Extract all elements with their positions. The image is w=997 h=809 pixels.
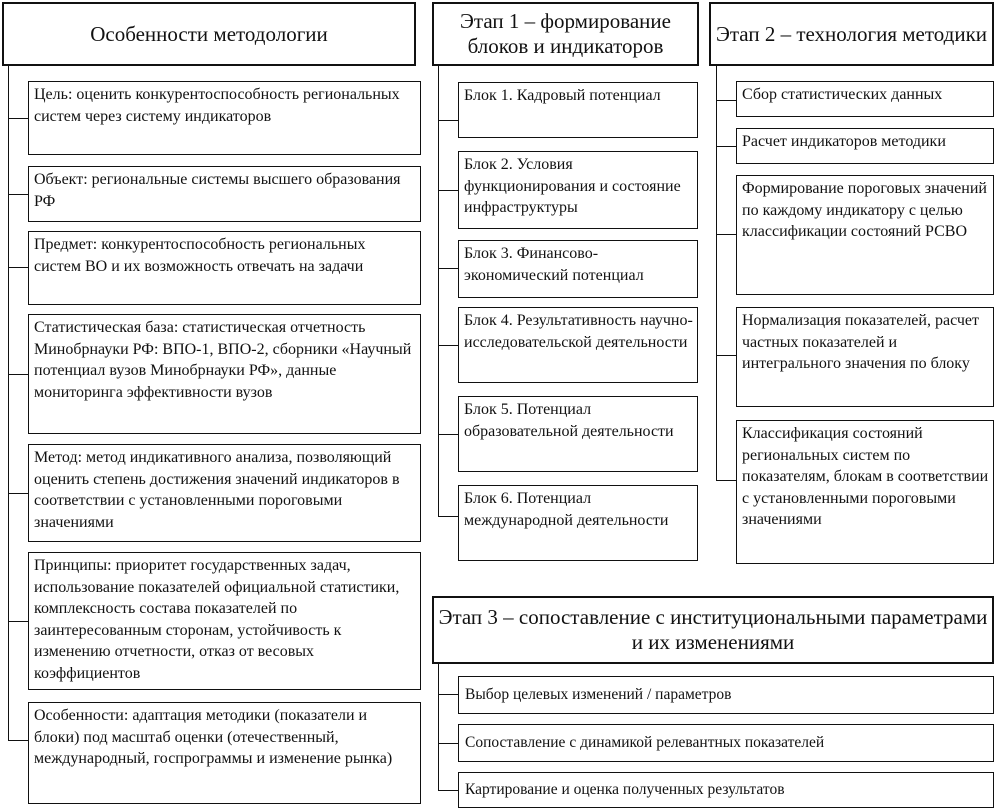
stage1-connector-trunk bbox=[438, 66, 439, 516]
methodology-connector bbox=[8, 194, 28, 195]
stage2-header bbox=[709, 2, 994, 66]
methodology-item-goal: Цель: оценить конкурентоспособность региональных систем через систему индикаторов bbox=[28, 81, 421, 155]
stage1-block-3: Блок 3. Финансово-экономический потенциал bbox=[458, 240, 698, 298]
methodology-item-principles: Принципы: приоритет государственных задач, использование показателей официальной статистики, комплексность состава показателей по заинтересованным сторонам, устойчивость к изменению отчетности, отказ от весовых коэффициентов bbox=[28, 552, 421, 690]
stage1-header-label: Этап 1 – формирование блоков и индикаторов bbox=[460, 9, 671, 58]
stage1-block-6: Блок 6. Потенциал международной деятельности bbox=[458, 485, 698, 561]
methodology-item-object: Объект: региональные системы высшего образования РФ bbox=[28, 166, 421, 222]
methodology-connector bbox=[8, 740, 28, 741]
stage3-step-mapping: Картирование и оценка полученных результатов bbox=[458, 772, 994, 808]
methodology-connector bbox=[8, 267, 28, 268]
stage1-connector bbox=[438, 516, 458, 517]
stage1-block-2: Блок 2. Условия функционирования и состояние инфраструктуры bbox=[458, 151, 698, 229]
stage1-block-1: Блок 1. Кадровый потенциал bbox=[458, 82, 698, 138]
methodology-connector bbox=[8, 621, 28, 622]
stage3-header bbox=[432, 596, 994, 664]
stage2-step-indicators: Расчет индикаторов методики bbox=[736, 128, 994, 164]
methodology-item-subject: Предмет: конкурентоспособность региональных систем ВО и их возможность отвечать на задачи bbox=[28, 231, 421, 305]
methodology-connector bbox=[8, 493, 28, 494]
stage2-connector bbox=[716, 480, 736, 481]
stage3-connector bbox=[438, 790, 458, 791]
stage2-connector bbox=[716, 355, 736, 356]
stage1-header bbox=[432, 2, 699, 66]
stage3-step-dynamics-comparison: Сопоставление с динамикой релевантных показателей bbox=[458, 724, 994, 762]
stage3-step-target-changes: Выбор целевых изменений / параметров bbox=[458, 676, 994, 714]
methodology-header bbox=[2, 2, 416, 66]
stage2-header-label: Этап 2 – технология методики bbox=[715, 21, 988, 46]
methodology-connector bbox=[8, 374, 28, 375]
methodology-item-statistical-base: Статистическая база: статистическая отчетность Минобрнауки РФ: ВПО-1, ВПО-2, сборники «Научный потенциал вузов Минобрнауки РФ», данные мониторинга эффективности вузов bbox=[28, 314, 421, 434]
stage1-connector bbox=[438, 120, 458, 121]
stage1-connector bbox=[438, 434, 458, 435]
methodology-connector bbox=[8, 118, 28, 119]
stage3-header-label: Этап 3 – сопоставление с институциональными параметрами и их изменениями bbox=[438, 605, 988, 654]
stage3-connector-trunk bbox=[438, 664, 439, 790]
methodology-item-features: Особенности: адаптация методики (показатели и блоки) под масштаб оценки (отечественный, международный, госпрограммы и изменение рынка) bbox=[28, 702, 421, 804]
stage1-connector bbox=[438, 345, 458, 346]
methodology-header-label: Особенности методологии bbox=[90, 21, 328, 46]
stage2-step-data-collection: Сбор статистических данных bbox=[736, 81, 994, 117]
stage1-block-5: Блок 5. Потенциал образовательной деятельности bbox=[458, 396, 698, 472]
stage2-connector bbox=[716, 100, 736, 101]
stage2-connector bbox=[716, 146, 736, 147]
stage1-connector bbox=[438, 190, 458, 191]
stage1-connector bbox=[438, 268, 458, 269]
stage2-connector bbox=[716, 234, 736, 235]
methodology-item-method: Метод: метод индикативного анализа, позволяющий оценить степень достижения значений индикаторов в соответствии с установленными пороговыми значениями bbox=[28, 444, 421, 542]
stage3-connector bbox=[438, 694, 458, 695]
stage2-connector-trunk bbox=[716, 66, 717, 480]
stage2-step-classification: Классификация состояний региональных систем по показателям, блокам в соответствии с установленными пороговыми значениями bbox=[736, 420, 994, 564]
stage1-block-4: Блок 4. Результативность научно-исследовательской деятельности bbox=[458, 307, 698, 383]
methodology-connector-trunk bbox=[8, 66, 9, 740]
stage2-step-normalization: Нормализация показателей, расчет частных показателей и интегрального значения по блоку bbox=[736, 307, 994, 407]
stage3-connector bbox=[438, 743, 458, 744]
stage2-step-thresholds: Формирование пороговых значений по каждому индикатору с целью классификации состояний РСВО bbox=[736, 175, 994, 295]
